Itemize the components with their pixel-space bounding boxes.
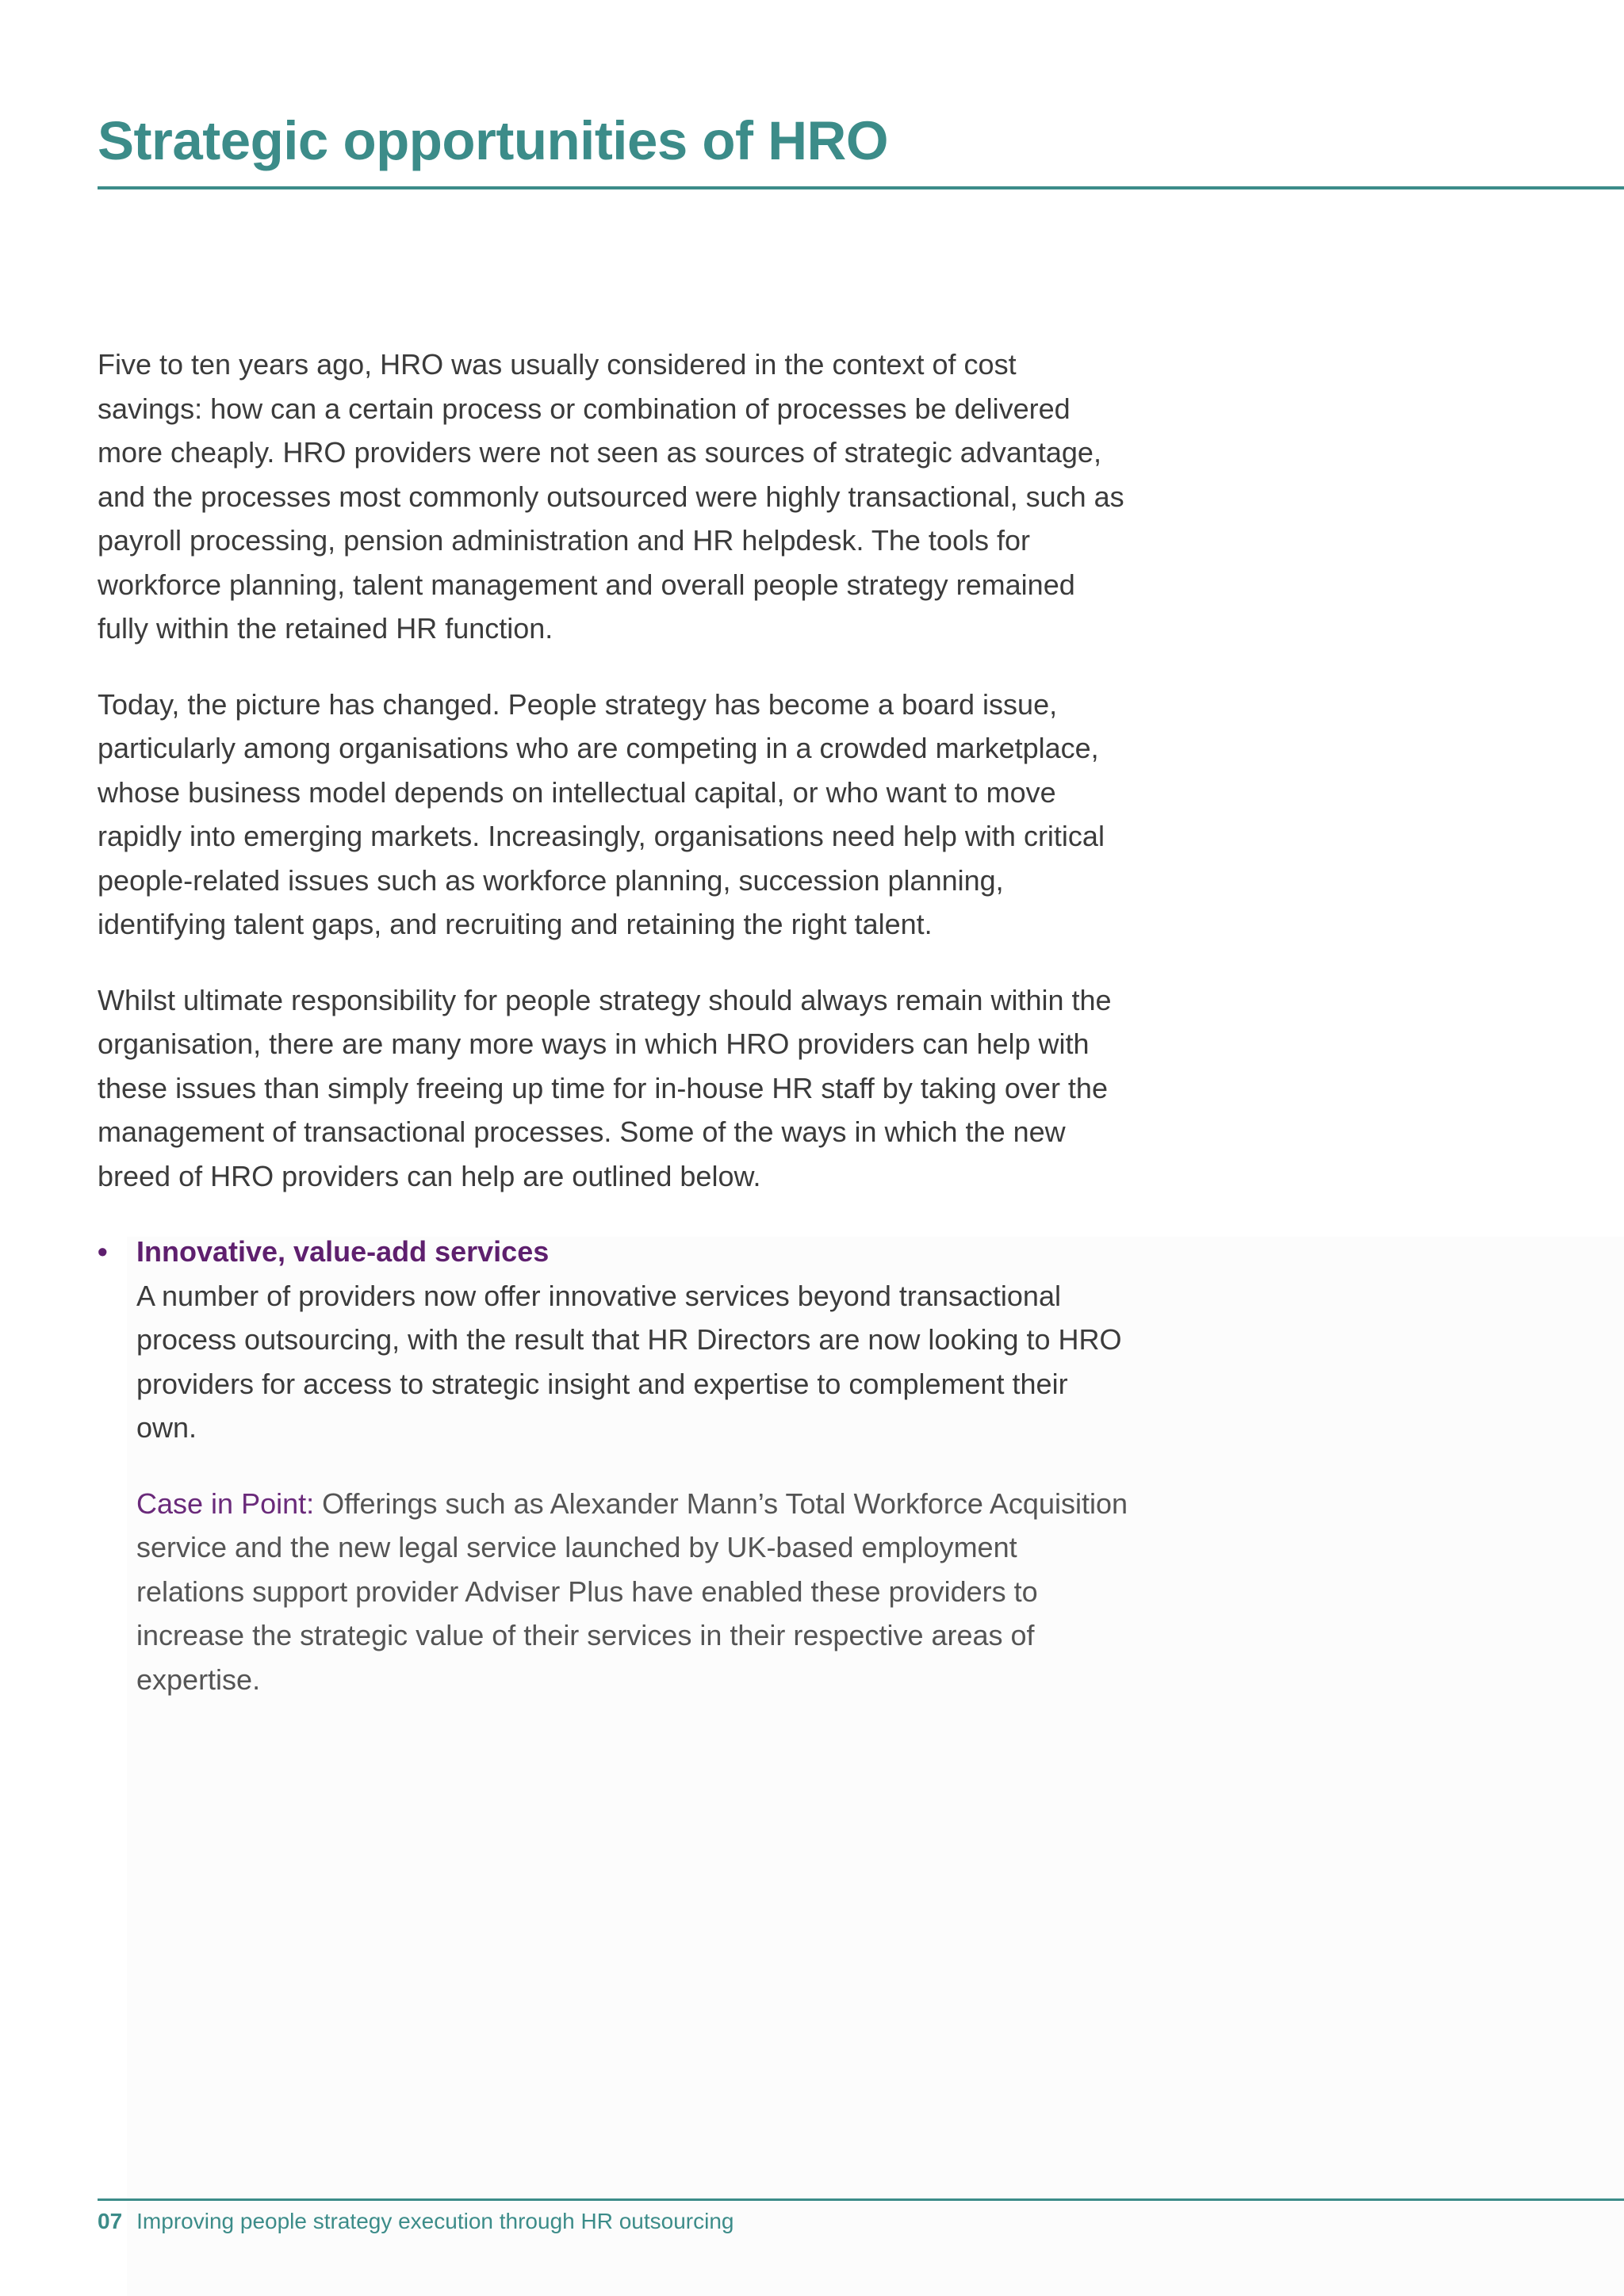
- bullet-heading: Innovative, value-add services: [136, 1235, 550, 1268]
- page-footer: [98, 2209, 733, 2234]
- body-paragraph-1: Five to ten years ago, HRO was usually considered in the context of cost savings: how can a certain process or combination of processes be delivered more cheaply. HRO providers were not seen as sources of strategic advantage, and the processes most commonly outsourced were highly transactional, such as payroll processing, pension administration and HR helpdesk. The tools for workforce planning, talent management and overall people strategy remained fully within the retained HR function.: [98, 348, 1124, 645]
- page-number: 07: [98, 2209, 123, 2233]
- body-paragraph-3: Whilst ultimate responsibility for people strategy should always remain within the organisation, there are many more ways in which HRO providers can help with these issues than simply freeing up time for in-house HR staff by taking over the management of transactional processes. Some of the ways in which the new breed of HRO providers can help are outlined below.: [98, 983, 1112, 1192]
- footer-divider: [98, 2198, 1624, 2201]
- bullet-description: A number of providers now offer innovative services beyond transactional process outsourcing, with the result that HR Directors are now looking to HRO providers for access to strategic insight and expertise to complement their own.: [136, 1279, 1122, 1444]
- case-in-point-label: Case in Point:: [136, 1487, 315, 1520]
- bullet-item-value-add: [98, 1230, 1128, 1701]
- case-in-point-text: Offerings such as Alexander Mann’s Total Workforce Acquisition service and the new legal service launched by UK-based employment relations support provider Adviser Plus have enabled these providers to increase the strategic value of their services in their respective areas of expertise.: [136, 1487, 1128, 1696]
- article-body: [98, 342, 1128, 1701]
- footer-title: Improving people strategy execution through HR outsourcing: [136, 2209, 734, 2233]
- body-paragraph-2: Today, the picture has changed. People strategy has become a board issue, particularly among organisations who are competing in a crowded marketplace, whose business model depends on intellectual capital, or who want to move rapidly into emerging markets. Increasingly, organisations need help with critical people-related issues such as workforce planning, succession planning, identifying talent gaps, and recruiting and retaining the right talent.: [98, 687, 1105, 940]
- bullet-marker-icon: •: [98, 1235, 108, 1268]
- page-title: Strategic opportunities of HRO: [98, 110, 889, 171]
- case-in-point: [136, 1482, 1128, 1702]
- title-divider: [98, 186, 1624, 189]
